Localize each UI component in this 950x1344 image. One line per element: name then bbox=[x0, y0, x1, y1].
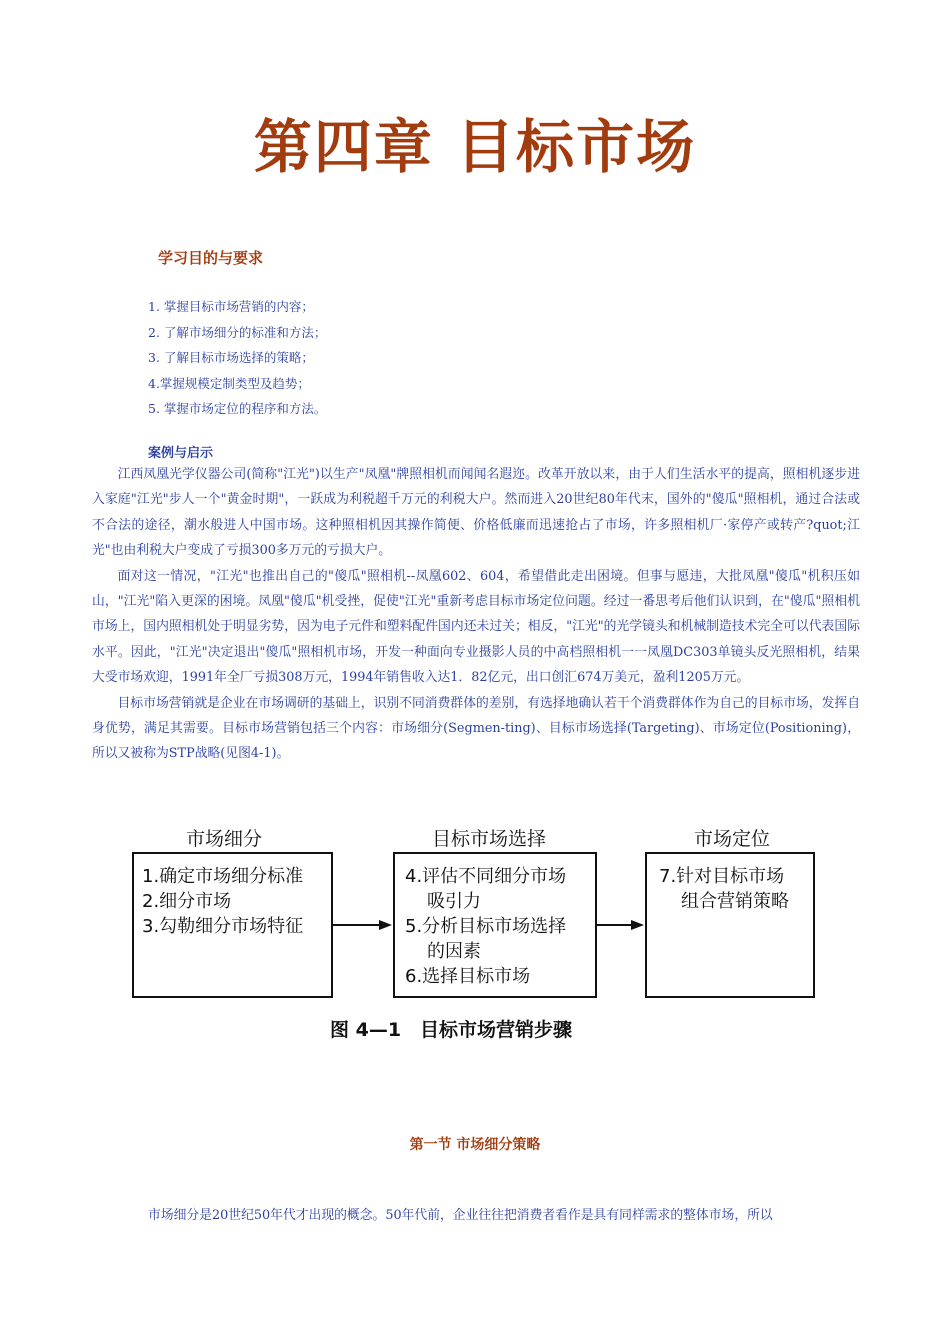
figure-heading-segmentation: 市场细分 bbox=[186, 828, 263, 850]
figure-heading-positioning: 市场定位 bbox=[694, 828, 771, 850]
figure-step: 5.分析目标市场选择 bbox=[405, 916, 567, 937]
segmentation-box bbox=[132, 852, 333, 998]
arrow-right-icon bbox=[333, 918, 393, 932]
case-heading: 案例与启示 bbox=[148, 446, 214, 461]
section-paragraph: 市场细分是20世纪50年代才出现的概念。50年代前，企业往往把消费者看作是具有同样需求的整体市场，所以 bbox=[148, 1208, 773, 1223]
figure-step: 的因素 bbox=[427, 941, 481, 962]
objective-item: 4.掌握规模定制类型及趋势； bbox=[148, 375, 310, 391]
objectives-heading: 学习目的与要求 bbox=[158, 249, 264, 267]
stp-figure bbox=[130, 822, 830, 1062]
targeting-box bbox=[393, 852, 597, 998]
case-paragraph: 目标市场营销就是企业在市场调研的基础上，识别不同消费群体的差别，有选择地确认若干个消费群体作为自己的目标市场，发挥自身优势，满足其需要。目标市场营销包括三个内容：市场细分(Segmen-ting)、目标市场选择(Targeting)、市场定位(Positioning)，所以又被称为STP战略(见图4-1)。 bbox=[92, 695, 860, 762]
figure-step: 3.勾勒细分市场特征 bbox=[142, 916, 304, 937]
objective-item: 1. 掌握目标市场营销的内容； bbox=[148, 299, 314, 314]
case-paragraph: 江西凤凰光学仪器公司(简称"江光")以生产"凤凰"牌照相机而闻闻名遐迩。改革开放以来，由于人们生活水平的提高，照相机逐步进入家庭"江光"步人一个"黄金时期"，一跃成为利税超千万元的利税大户。然而进入20世纪80年代末，国外的"傻瓜"照相机，通过合法或不合法的途径，潮水般进人中国市场。这种照相机因其操作简便、价格低廉而迅速抢占了市场，许多照相机厂·家停产或转产?quot;江光"也由利税大户变成了亏损300多万元的亏损大户。 bbox=[92, 467, 860, 559]
figure-step: 4.评估不同细分市场 bbox=[405, 866, 567, 887]
case-paragraph: 面对这一情况，"江光"也推出自己的"傻瓜"照相机--凤凰602、604，希望借此走出困境。但事与愿违，大批凤凰"傻瓜"机积压如山，"江光"陷入更深的困境。凤凰"傻瓜"机受挫，促使"江光"重新考虑目标市场定位问题。经过一番思考后他们认识到，在"傻瓜"照相机市场上，国内照相机处于明显劣势，因为电子元件和塑料配件国内还未过关；相反，"江光"的光学镜头和机械制造技术完全可以代表国际水平。因此，"江光"决定退出"傻瓜"照相机市场，开发一种面向专业摄影人员的中高档照相机一一凤凰DC303单镜头反光照相机，结果大受市场欢迎，1991年全厂亏损308万元，1994年销售收入达1．82亿元，出口创汇674万美元，盈利1205万元。 bbox=[92, 568, 860, 686]
figure-step: 组合营销策略 bbox=[681, 891, 789, 912]
figure-heading-targeting: 目标市场选择 bbox=[432, 828, 547, 850]
arrow-right-icon bbox=[597, 918, 645, 932]
figure-caption: 图 4—1 目标市场营销步骤 bbox=[330, 1019, 573, 1041]
positioning-box bbox=[645, 852, 815, 998]
objective-item: 5. 掌握市场定位的程序和方法。 bbox=[148, 401, 327, 416]
objective-item: 2. 了解市场细分的标准和方法； bbox=[148, 324, 327, 340]
figure-step: 2.细分市场 bbox=[142, 891, 232, 912]
case-body bbox=[92, 462, 860, 767]
chapter-title: 第四章 目标市场 bbox=[253, 113, 697, 181]
figure-step: 吸引力 bbox=[427, 891, 481, 912]
section-title: 第一节 市场细分策略 bbox=[409, 1137, 541, 1153]
objective-item: 3. 了解目标市场选择的策略； bbox=[148, 350, 314, 365]
objectives-list bbox=[148, 294, 326, 422]
figure-step: 1.确定市场细分标准 bbox=[142, 866, 304, 887]
figure-step: 6.选择目标市场 bbox=[405, 966, 531, 987]
figure-step: 7.针对目标市场 bbox=[659, 866, 785, 887]
